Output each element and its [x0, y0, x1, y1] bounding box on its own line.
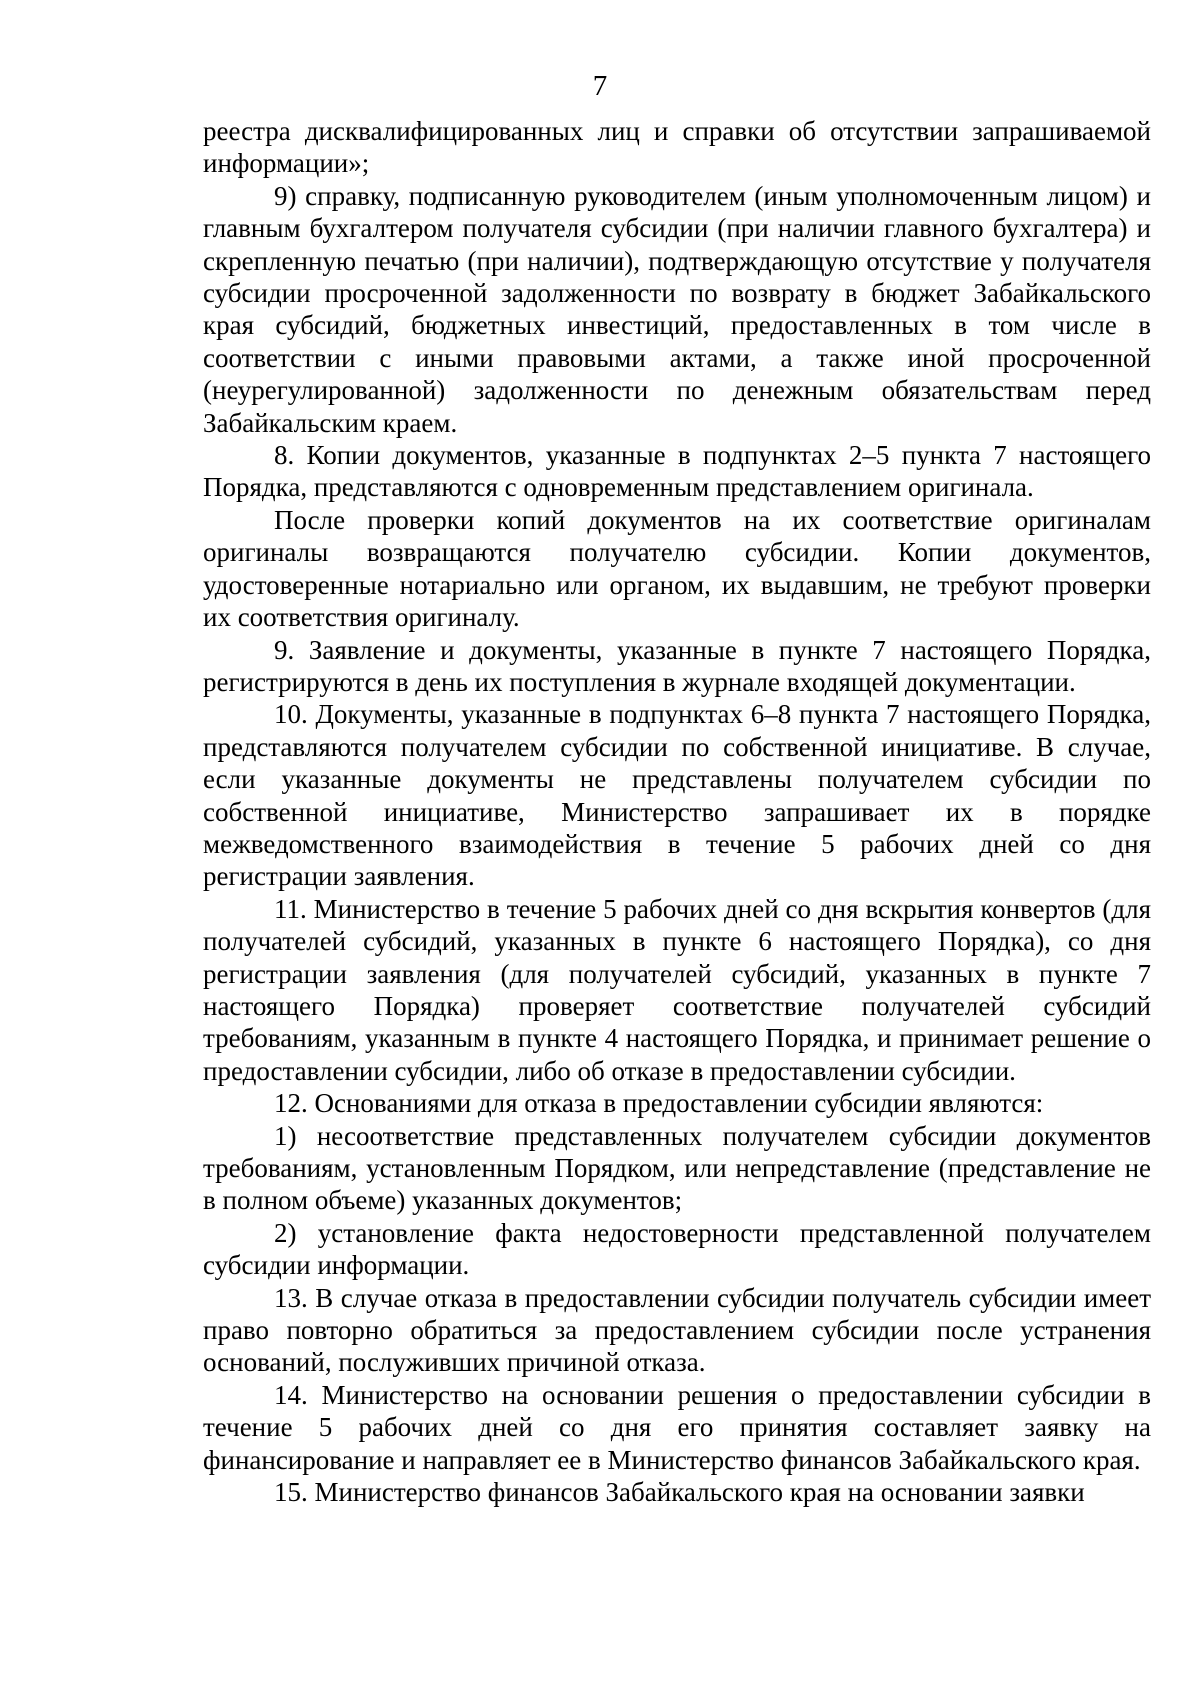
paragraph-continuation: реестра дисквалифицированных лиц и справки об отсутствии запрашиваемой информации»;: [203, 116, 1151, 179]
paragraph-clause-13: 13. В случае отказа в предоставлении субсидии получатель субсидии имеет право повторно обратиться за предоставлением субсидии после устранения оснований, послуживших причиной отказа.: [203, 1282, 1151, 1378]
paragraph-clause-8-continued: После проверки копий документов на их соответствие оригиналам оригиналы возвращаются получателю субсидии. Копии документов, удостоверенные нотариально или органом, их выдавшим, не требуют проверки их соответствия оригиналу.: [203, 504, 1151, 633]
paragraph-clause-15: 15. Министерство финансов Забайкальского края на основании заявки: [274, 1477, 1085, 1508]
paragraph-clause-11: 11. Министерство в течение 5 рабочих дней со дня вскрытия конвертов (для получателей субсидий, указанных в пункте 6 настоящего Порядка), со дня регистрации заявления (для получателей субсидий, указанных в пункте 7 настоящего Порядка) проверяет соответствие получателей субсидий требованиям, указанным в пункте 4 настоящего Порядка, и принимает решение о предоставлении субсидии, либо об отказе в предоставлении субсидии.: [203, 893, 1151, 1086]
paragraph-clause-12-item-1: 1) несоответствие представленных получателем субсидии документов требованиям, установленным Порядком, или непредставление (представление не в полном объеме) указанных документов;: [203, 1120, 1151, 1216]
paragraph-clause-8: 8. Копии документов, указанные в подпунктах 2–5 пункта 7 настоящего Порядка, представляются с одновременным представлением оригинала.: [203, 440, 1151, 503]
paragraph-clause-12-item-2: 2) установление факта недостоверности представленной получателем субсидии информации.: [203, 1217, 1151, 1281]
paragraph-clause-12: 12. Основаниями для отказа в предоставлении субсидии являются:: [274, 1088, 1044, 1119]
paragraph-clause-14: 14. Министерство на основании решения о предоставлении субсидии в течение 5 рабочих дней со дня его принятия составляет заявку на финансирование и направляет ее в Министерство финансов Забайкальского края.: [203, 1379, 1151, 1475]
paragraph-item-9: 9) справку, подписанную руководителем (иным уполномоченным лицом) и главным бухгалтером получателя субсидии (при наличии главного бухгалтера) и скрепленную печатью (при наличии), подтверждающую отсутствие у получателя субсидии просроченной задолженности по возврату в бюджет Забайкальского края субсидий, бюджетных инвестиций, предоставленных в том числе в соответствии с иными правовыми актами, а также иной просроченной (неурегулированной) задолженности по денежным обязательствам перед Забайкальским краем.: [203, 180, 1151, 438]
paragraph-clause-10: 10. Документы, указанные в подпунктах 6–8 пункта 7 настоящего Порядка, представляются получателем субсидии по собственной инициативе. В случае, если указанные документы не представлены получателем субсидии по собственной инициативе, Министерство запрашивает их в порядке межведомственного взаимодействия в течение 5 рабочих дней со дня регистрации заявления.: [203, 699, 1151, 892]
document-body: [203, 115, 1151, 1508]
page-number: 7: [592, 70, 608, 102]
paragraph-clause-9: 9. Заявление и документы, указанные в пункте 7 настоящего Порядка, регистрируются в день их поступления в журнале входящей документации.: [203, 634, 1151, 697]
